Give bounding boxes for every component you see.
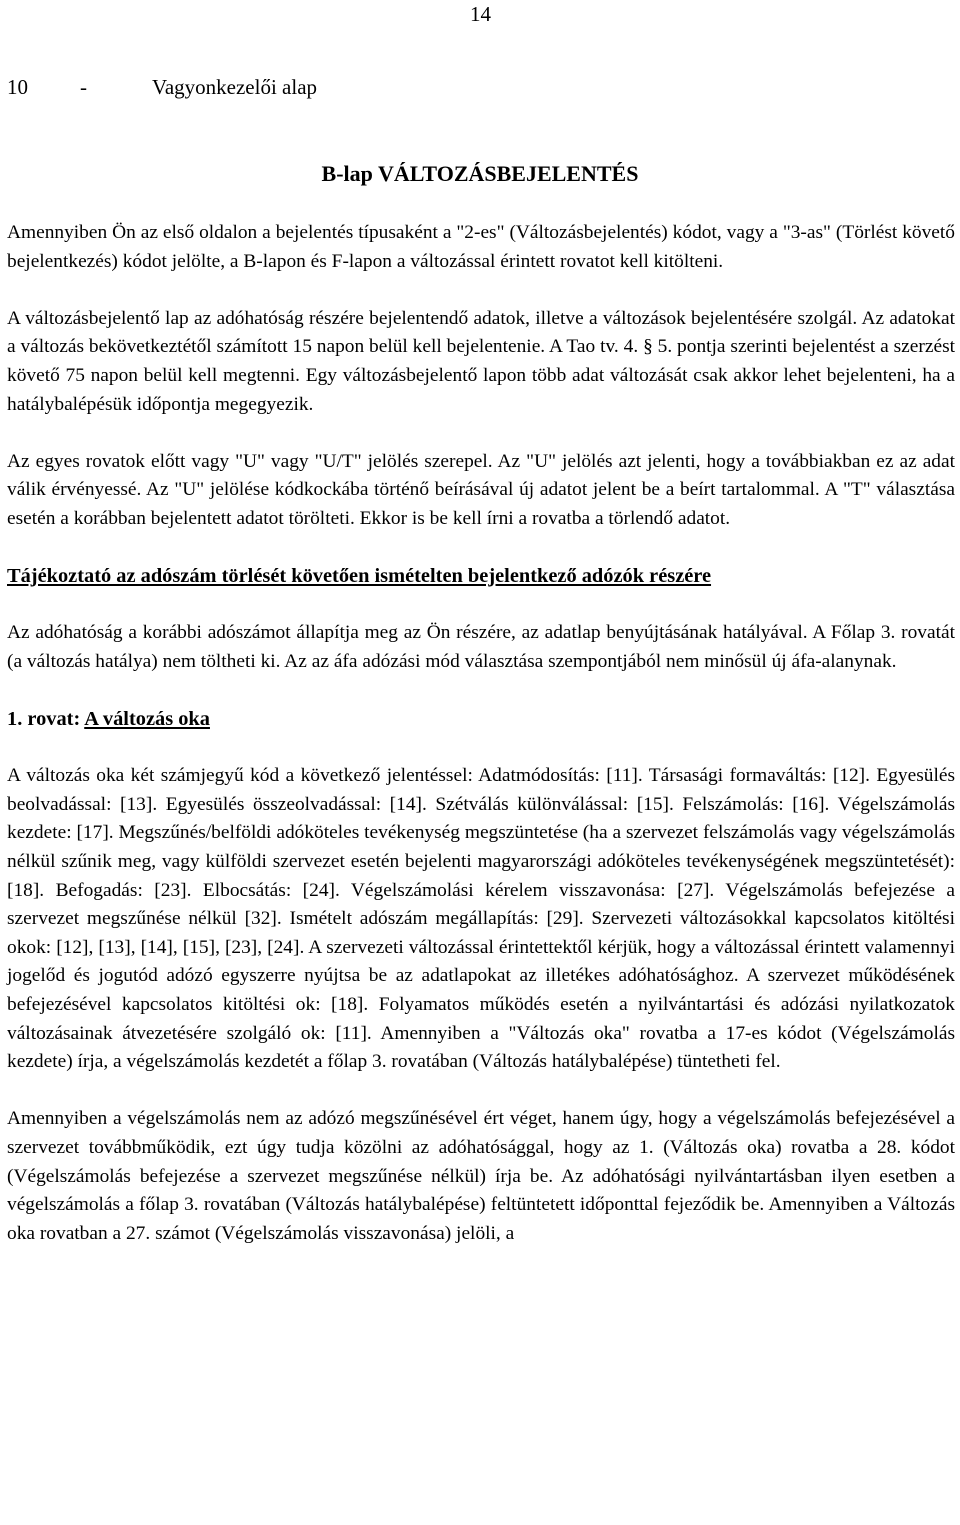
section-dash: - (80, 75, 87, 99)
heading-field-1-title: A változás oka (84, 708, 210, 731)
heading-info-reregistration: Tájékoztató az adószám törlését követően ismételten bejelentkező adózók részére (7, 565, 712, 588)
paragraph-change-codes: A változás oka két számjegyű kód a következő jelentéssel: Adatmódosítás: [11]. Társasági formaváltás: [12]. Egyesülés beolvadással: [13]. Egyesülés összeolvadással: [14]. Szétválás különválással: [15]. Felszámolás: [16]. Végelszámolás kezdete: [17]. Megszűnés/belföldi adóköteles tevékenység megszüntetése (ha a szervezet felszámolás vagy végelszámolás nélkül szűnik meg, vagy külföldi szervezet esetén bejelenti magyarországi adóköteles tevékenységének megszüntetését): [18]. Befogadás: [23]. Elbocsátás: [24]. Végelszámolási kérelem visszavonása: [27]. Végelszámolás befejezése a szervezet megszűnése nélkül [32]. Ismételt adószám megállapítás: [29]. Szervezeti változásokkal kapcsolatos kitöltési okok: [12], [13], [14], [15], [23], [24]. A szervezeti változással érintettektől kérjük, hogy a változással érintett valamennyi jogelőd és jogutód adózó egyszerre nyújtsa be az adatlapokat az illetékes adóhatósághoz. A szervezet működésének befejezésével kapcsolatos kitöltési ok: [18]. Folyamatos működés esetén a nyilvántartási és adózási nyilatkozatok változásainak átvezetésére szolgáló ok: [11]. Amennyiben a "Változás oka" rovatba a 17-es kódot (Végelszámolás kezdete) írja, a végelszámolás kezdetét a főlap 3. rovatában (Változás hatálybalépése) tüntetheti fel. (7, 765, 955, 1073)
section-header (7, 75, 317, 99)
form-title: B-lap VÁLTOZÁSBEJELENTÉS (321, 161, 639, 186)
heading-field-1-prefix: 1. rovat: (7, 708, 85, 731)
document-body (7, 219, 955, 1277)
paragraph-purpose: A változásbejelentő lap az adóhatóság részére bejelentendő adatok, illetve a változások bejelentésére szolgál. Az adatokat a változás bekövetkeztétől számított 15 napon belül kell bejelentenie. A Tao tv. 4. § 5. pontja szerinti bejelentést a szerzést követő 75 napon belül kell megtenni. Egy változásbejelentő lapon több adat változását csak akkor lehet bejelenteni, ha a hatálybalépésük időpontja megegyezik. (7, 307, 955, 415)
page-number: 14 (470, 2, 491, 26)
section-number: 10 (7, 75, 28, 99)
paragraph-tax-number: Az adóhatóság a korábbi adószámot állapítja meg az Ön részére, az adatlap benyújtásának hatályával. A Főlap 3. rovatát (a változás hatálya) nem töltheti ki. Az az áfa adózási mód választása szempontjából nem minősül új áfa-alanynak. (7, 622, 955, 672)
paragraph-liquidation: Amennyiben a végelszámolás nem az adózó megszűnésével ért véget, hanem úgy, hogy a végelszámolás befejezésével a szervezet továbbműködik, ezt úgy tudja közölni az adóhatósággal, hogy az 1. (Változás oka) rovatba a 28. kódot (Végelszámolás befejezése a szervezet megszűnése nélkül) írja be. Az adóhatósági nyilvántartásban ilyen esetben a végelszámolás a főlap 3. rovatában (Változás hatálybalépése) feltüntetett időponttal fejeződik be. Amennyiben a Változás oka rovatban a 27. számot (Végelszámolás visszavonása) jelöli, a (7, 1108, 955, 1244)
paragraph-intro: Amennyiben Ön az első oldalon a bejelentés típusaként a "2-es" (Változásbejelentés) kódot, vagy a "3-as" (Törlést követő bejelentkezés) kódot jelölte, a B-lapon és F-lapon a változással érintett rovatot kell kitölteni. (7, 222, 955, 272)
section-title: Vagyonkezelői alap (152, 75, 318, 99)
paragraph-markings: Az egyes rovatok előtt vagy "U" vagy "U/T" jelölés szerepel. Az "U" jelölés azt jelenti, hogy a továbbiakban ez az adat válik érvényessé. Az "U" jelölése kódkockába történő beírásával új adatot jelent be a beírt tartalommal. A "T" választása esetén a korábban bejelentett adatot törölteti. Ekkor is be kell írni a rovatba a törlendő adatot. (7, 450, 955, 529)
heading-field-1 (7, 705, 955, 734)
